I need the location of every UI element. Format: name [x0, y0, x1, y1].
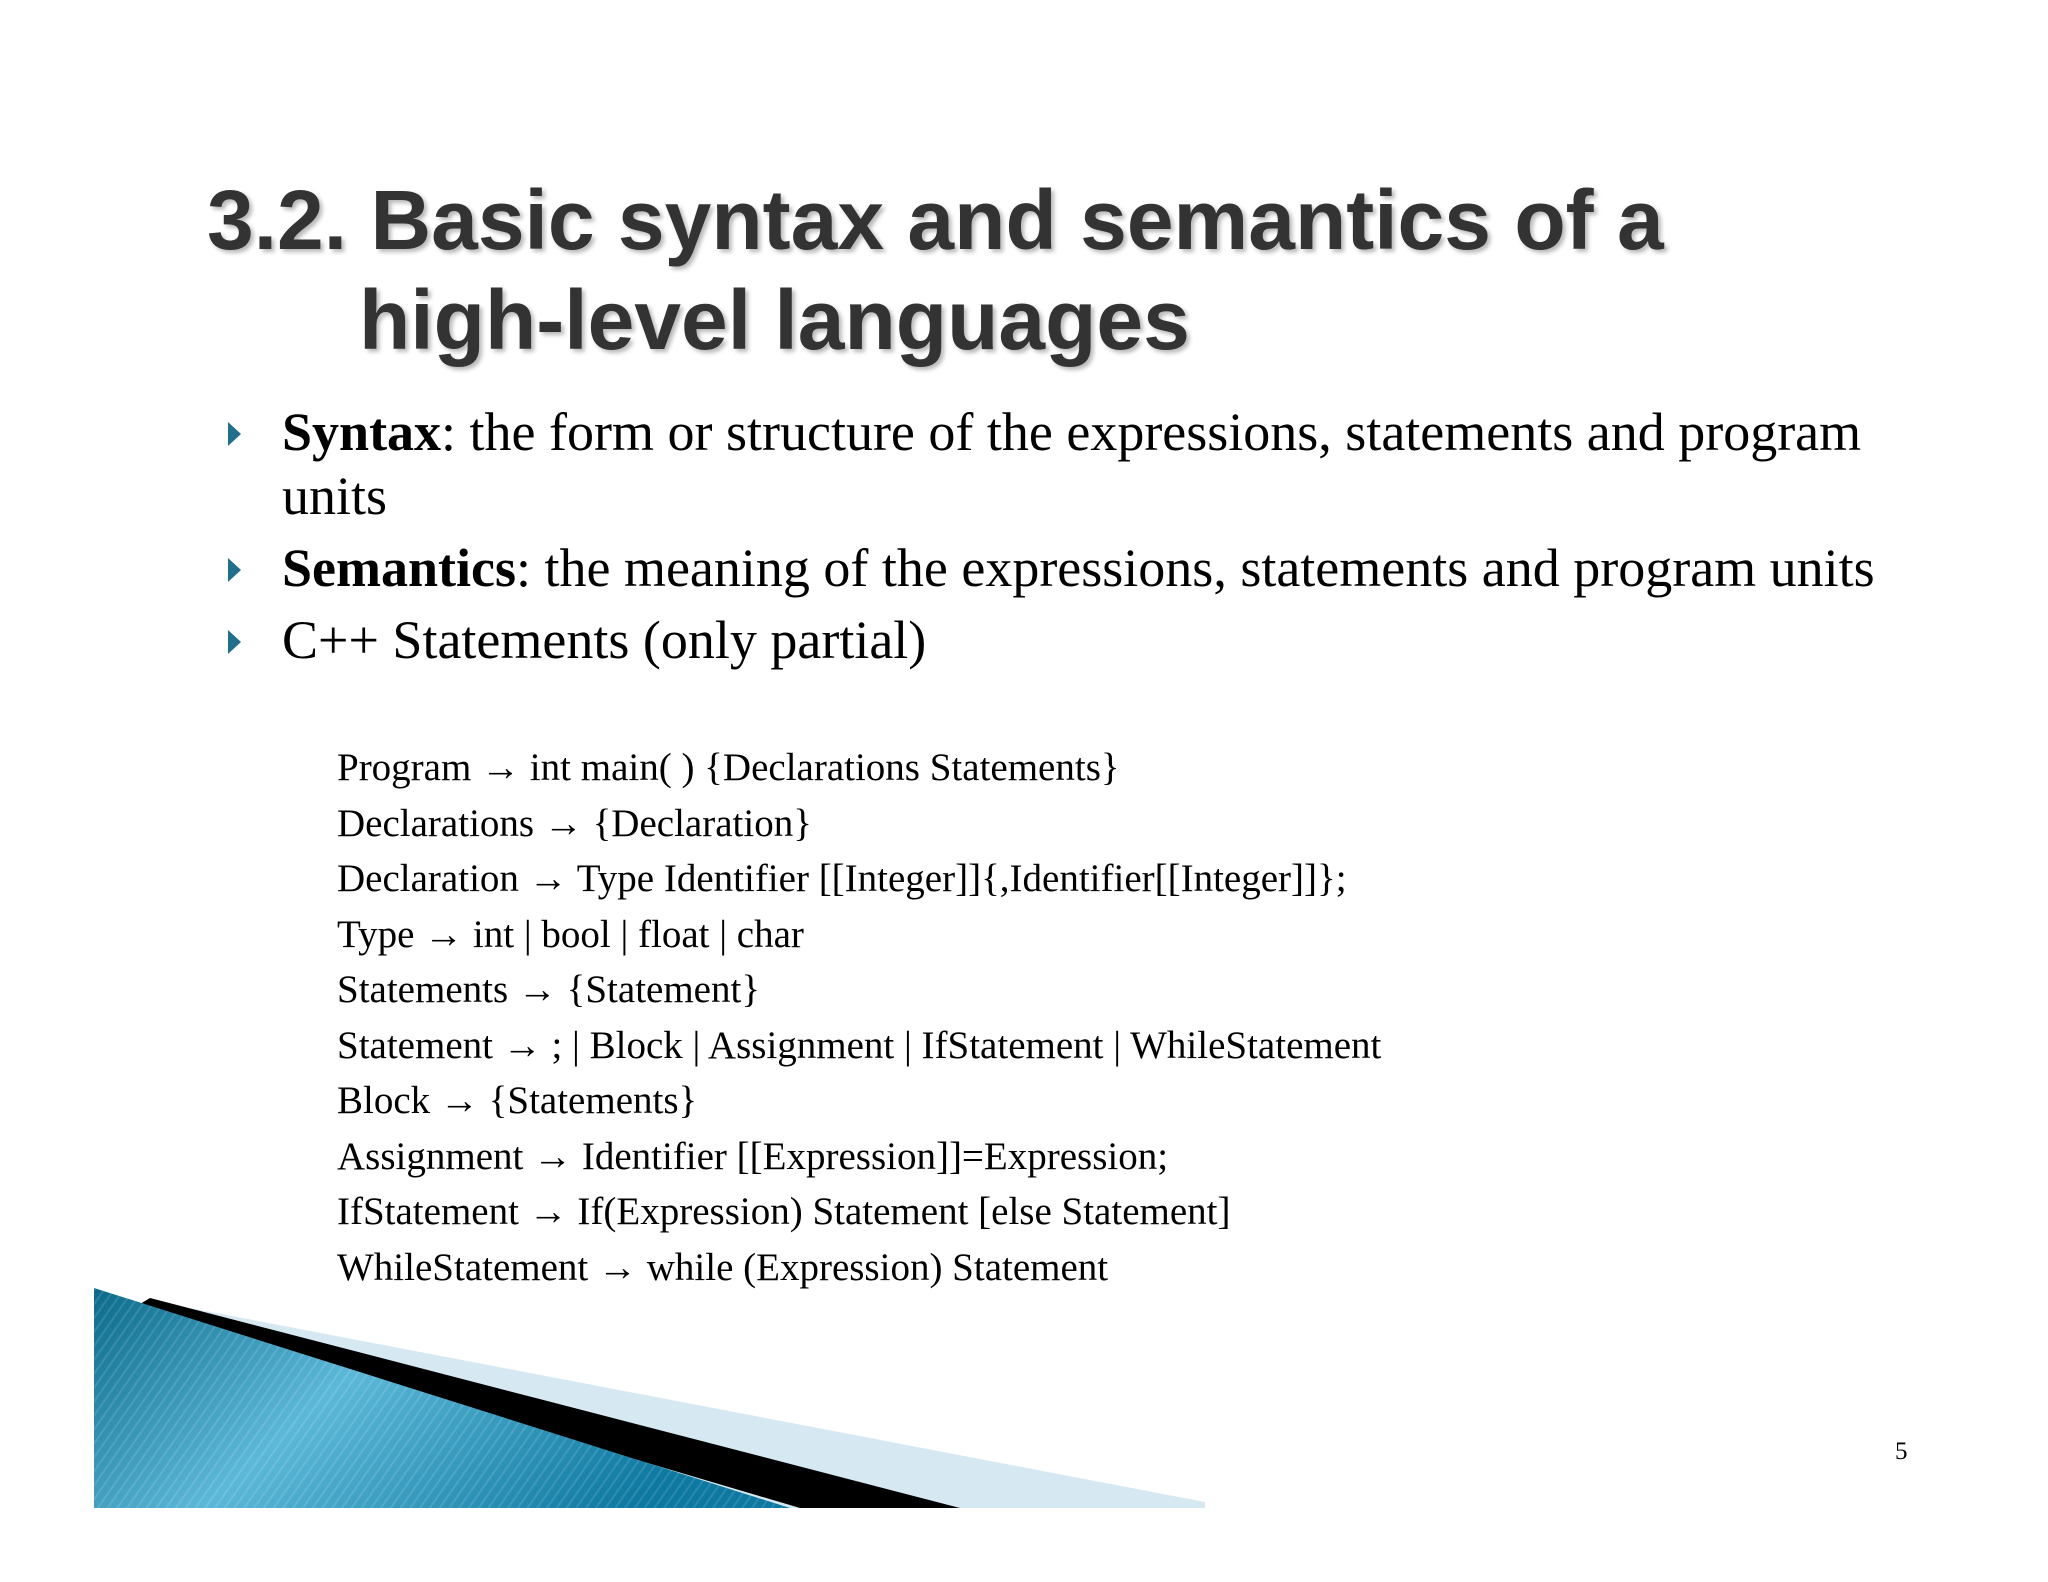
grammar-rule-statement: Statement → ; | Block | Assignment | IfStatement | WhileStatement — [337, 1023, 1382, 1067]
grammar-rule-declaration: Declaration → Type Identifier [[Integer]]{,Identifier[[Integer]]}; — [337, 857, 1347, 900]
grammar-rule-type: Type → int | bool | float | char — [337, 912, 804, 956]
grammar-rule-block: Block → {Statements} — [337, 1079, 698, 1122]
page-number: 5 — [1895, 1438, 1908, 1465]
bullet-list — [228, 400, 1878, 680]
bullet-text: C++ Statements (only partial) — [282, 610, 927, 670]
bullet-term: Syntax — [282, 402, 442, 462]
grammar-rule-whilestatement: WhileStatement → while (Expression) Statement — [337, 1245, 1109, 1289]
grammar-rule-statements: Statements → {Statement} — [337, 968, 761, 1011]
bullet-text: : the form or structure of the expressions, statements and program units — [282, 402, 1862, 526]
decor-blue-texture — [94, 1288, 790, 1508]
grammar-rule-list — [337, 740, 1381, 1295]
bullet-semantics — [228, 536, 1878, 600]
bullet-cpp-statements — [228, 608, 1878, 672]
grammar-rule-program: Program → int main( ) {Declarations Statements} — [337, 746, 1120, 789]
bullet-arrow-icon — [228, 422, 241, 446]
slide-title — [207, 170, 1907, 370]
slide-title-line-1: 3.2. Basic syntax and semantics of a — [207, 173, 1664, 267]
bullet-arrow-icon — [228, 558, 241, 582]
bullet-syntax — [228, 400, 1878, 528]
bullet-arrow-icon — [228, 630, 241, 654]
grammar-rule-ifstatement: IfStatement → If(Expression) Statement [else Statement] — [337, 1190, 1231, 1233]
slide-title-line-2: high-level languages — [359, 273, 1190, 367]
bullet-text: : the meaning of the expressions, statements and program units — [515, 538, 1875, 598]
bullet-term: Semantics — [282, 538, 516, 598]
grammar-rule-declarations: Declarations → {Declaration} — [337, 801, 812, 845]
grammar-rule-assignment: Assignment → Identifier [[Expression]]=Expression; — [337, 1134, 1169, 1178]
